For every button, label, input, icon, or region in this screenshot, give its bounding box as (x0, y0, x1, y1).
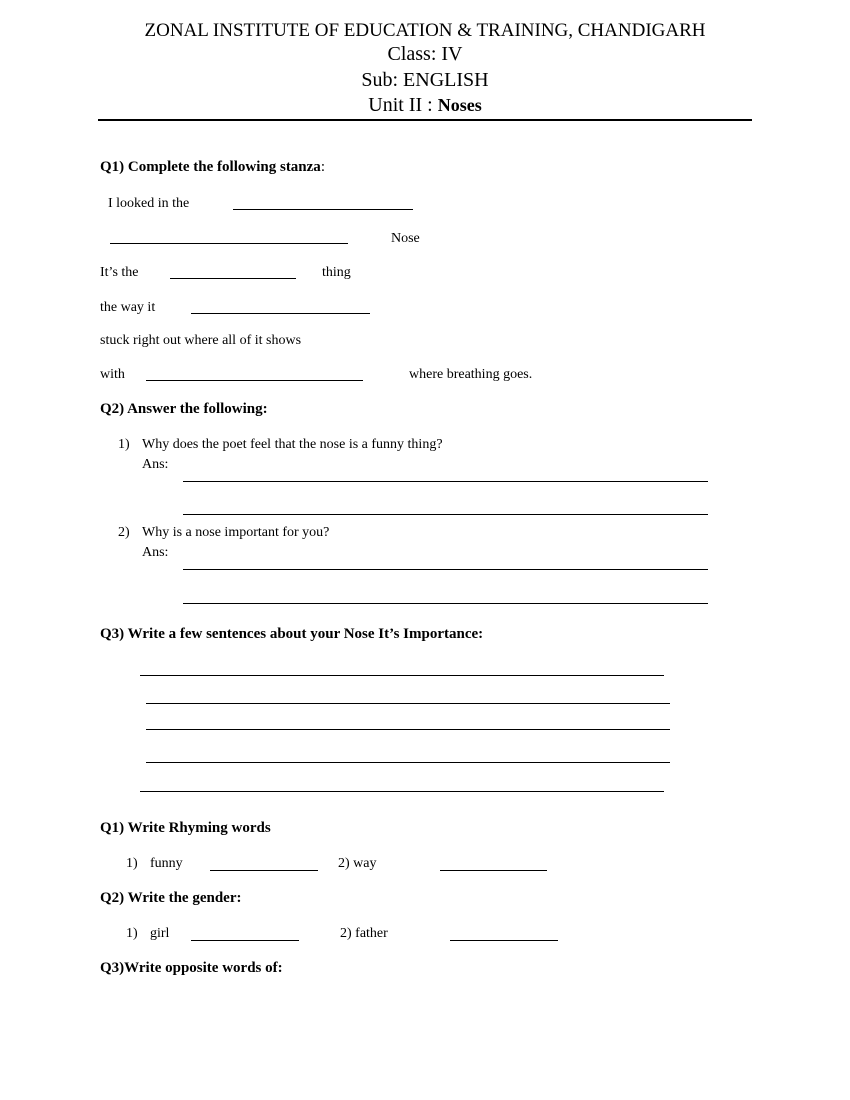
stanza-line-6-end: where breathing goes. (409, 367, 533, 382)
q2-item-2-num: 2) (118, 525, 130, 540)
q1-heading-text: Q1) Complete the following stanza (100, 159, 321, 175)
subject-label: Sub: ENGLISH (361, 69, 489, 91)
answer-line[interactable] (183, 603, 708, 604)
q2-item-1-ans-label: Ans: (142, 457, 169, 472)
gender-item-1-num: 1) (126, 926, 138, 941)
stanza-line-3-start: It’s the (100, 265, 139, 280)
q2-item-1-question: Why does the poet feel that the nose is a funny thing? (142, 437, 443, 452)
stanza-line-4: the way it (100, 300, 156, 315)
gender-item-1-word: girl (150, 926, 170, 941)
blank-line[interactable] (210, 870, 318, 871)
answer-line[interactable] (183, 569, 708, 570)
unit-name: Noses (437, 95, 482, 115)
unit-title (0, 94, 850, 117)
rhyming-item-1-word: funny (150, 856, 183, 871)
stanza-line-1: I looked in the (108, 196, 190, 211)
class-label: Class: IV (387, 43, 463, 65)
blank-line[interactable] (233, 209, 413, 210)
writing-line[interactable] (146, 703, 670, 704)
rhyming-item-2: 2) way (338, 856, 377, 871)
unit-prefix: Unit II : (368, 94, 438, 116)
q2-heading: Q2) Answer the following: (100, 401, 268, 417)
q2-item-1-num: 1) (118, 437, 130, 452)
writing-line[interactable] (146, 762, 670, 763)
rhyming-heading: Q1) Write Rhyming words (100, 820, 271, 836)
writing-line[interactable] (140, 791, 664, 792)
gender-item-2: 2) father (340, 926, 388, 941)
stanza-line-2-end: Nose (391, 231, 420, 246)
writing-line[interactable] (146, 729, 670, 730)
q2-item-2-question: Why is a nose important for you? (142, 525, 330, 540)
gender-heading: Q2) Write the gender: (100, 890, 242, 906)
stanza-line-6-start: with (100, 367, 125, 382)
blank-line[interactable] (170, 278, 296, 279)
blank-line[interactable] (146, 380, 363, 381)
stanza-line-3-end: thing (322, 265, 351, 280)
q3-heading: Q3) Write a few sentences about your Nose It’s Importance: (100, 626, 484, 642)
answer-line[interactable] (183, 514, 708, 515)
q1-heading (100, 159, 325, 176)
q1-heading-colon: : (320, 159, 325, 175)
blank-line[interactable] (450, 940, 558, 941)
header-divider (98, 119, 752, 121)
blank-line[interactable] (440, 870, 547, 871)
rhyming-item-1-num: 1) (126, 856, 138, 871)
q2-item-2-ans-label: Ans: (142, 545, 169, 560)
blank-line[interactable] (110, 243, 348, 244)
opposite-heading: Q3)Write opposite words of: (100, 960, 283, 976)
writing-line[interactable] (140, 675, 664, 676)
institute-title: ZONAL INSTITUTE OF EDUCATION & TRAINING, CHANDIGARH (144, 20, 706, 41)
blank-line[interactable] (191, 940, 299, 941)
blank-line[interactable] (191, 313, 370, 314)
answer-line[interactable] (183, 481, 708, 482)
stanza-line-5: stuck right out where all of it shows (100, 333, 302, 348)
